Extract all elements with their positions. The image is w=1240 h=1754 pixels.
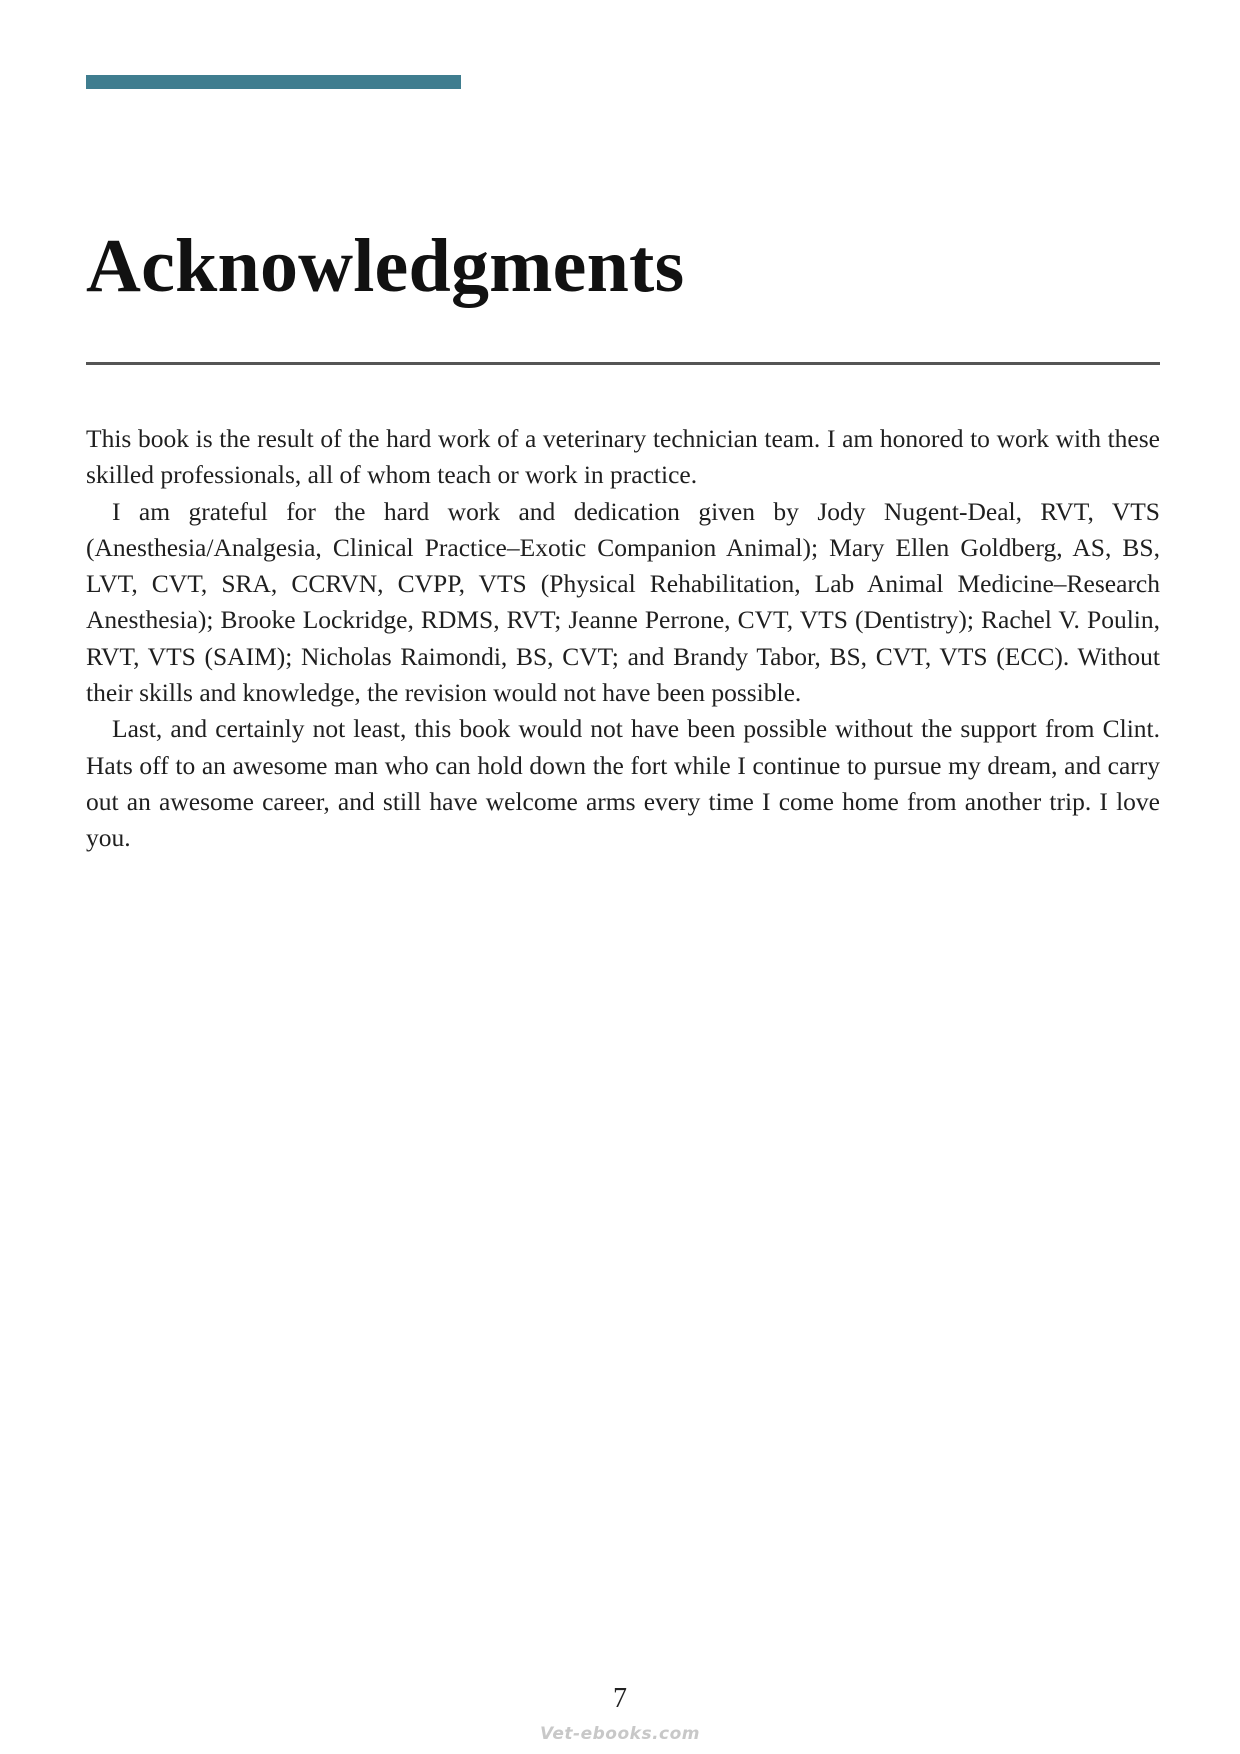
paragraph-2: I am grateful for the hard work and dedication given by Jody Nugent-Deal, RVT, VTS (Anesthesia/Analgesia, Clinical Practice–Exotic Companion Animal); Mary Ellen Goldberg, AS, BS, LVT, CVT, SRA, CCRVN, CVPP, VTS (Physical Rehabilitation, Lab Animal Medicine–Research Anesthesia); Brooke Lockridge, RDMS, RVT; Jeanne Perrone, CVT, VTS (Dentistry); Rachel V. Poulin, RVT, VTS (SAIM); Nicholas Raimondi, BS, CVT; and Brandy Tabor, BS, CVT, VTS (ECC). Without their skills and knowledge, the revision would not have been possible. (86, 496, 1160, 708)
title-divider (86, 362, 1160, 365)
paragraph-3: Last, and certainly not least, this book would not have been possible without the support from Clint. Hats off to an awesome man who can hold down the fort while I continue to pursue my dream, and carry out an awesome career, and still have welcome arms every time I come home from another trip. I love you. (86, 714, 1160, 853)
chapter-title: Acknowledgments (86, 224, 685, 308)
chapter-accent-bar (86, 75, 461, 89)
page-number: 7 (613, 1683, 627, 1714)
paragraph-1: This book is the result of the hard work of a veterinary technician team. I am honored to work with these skilled professionals, all of whom teach or work in practice. (86, 424, 1160, 490)
watermark-logo: Vet-ebooks.com (539, 1724, 701, 1744)
body-text (86, 421, 1160, 857)
